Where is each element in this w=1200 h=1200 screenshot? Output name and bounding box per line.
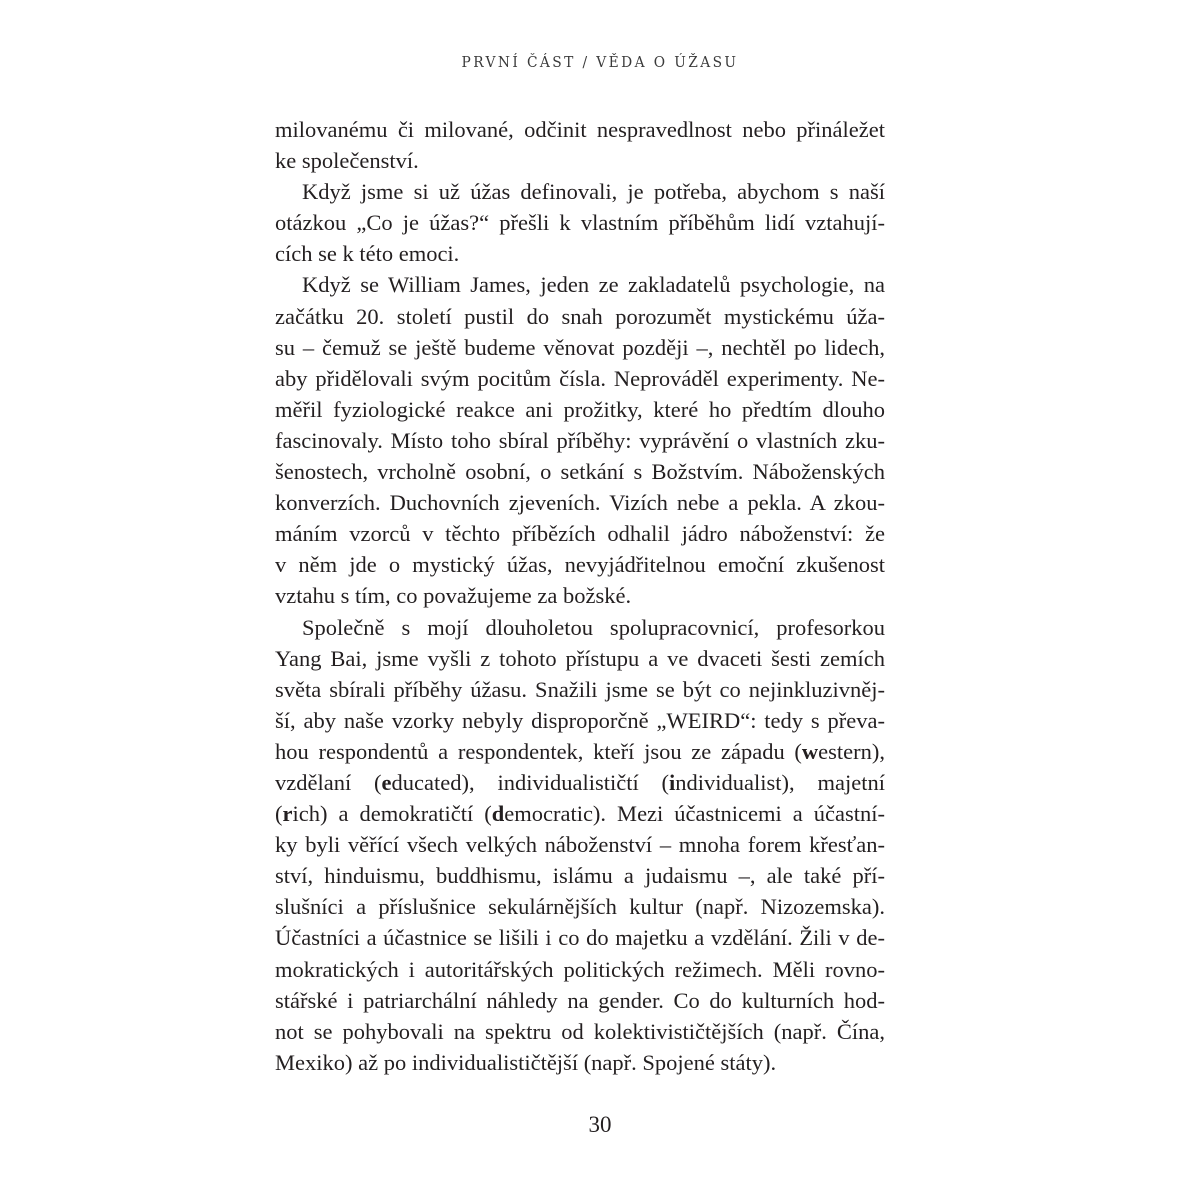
text-line: Účastníci a účastnice se lišili i co do majetku a vzdělání. Žili v de-: [275, 925, 885, 951]
text-segment: hou respondentů a respondentek, kteří jsou ze západu (: [275, 738, 802, 764]
text-line: ke společenství.: [275, 148, 419, 174]
text-segment: emocratic). Mezi účastnicemi a účastní-: [504, 801, 885, 827]
text-line: v něm jde o mystický úžas, nevyjádřitelnou emoční zkušenost: [275, 552, 885, 578]
paragraph: [275, 114, 885, 176]
bold-initial: e: [381, 769, 392, 795]
running-head: PRVNÍ ČÁST / VĚDA O ÚŽASU: [461, 53, 739, 71]
text-line: Když jsme si už úžas definovali, je potřeba, abychom s naší: [302, 179, 885, 205]
text-line: stářské i patriarchální náhledy na gender. Co do kulturních hod-: [275, 987, 885, 1013]
text-line: mokratických i autoritářských politických režimech. Měli rovno-: [275, 956, 885, 982]
text-segment: vzdělaní (: [275, 769, 382, 795]
text-line: ství, hinduismu, buddhismu, islámu a judaismu –, ale také pří-: [275, 863, 885, 889]
text-line: cích se k této emoci.: [275, 241, 460, 267]
text-line: měřil fyziologické reakce ani prožitky, které ho předtím dlouho: [275, 396, 885, 422]
text-line: aby přidělovali svým pocitům čísla. Neprováděl experimenty. Ne-: [275, 365, 885, 391]
text-line: světa sbírali příběhy úžasu. Snažili jsme se být co nejinkluzivněj-: [275, 676, 885, 702]
text-line: konverzích. Duchovních zjeveních. Vizích nebe a pekla. A zkou-: [275, 490, 885, 516]
text-segment: ndividualist), majetní: [675, 769, 885, 795]
text-line: slušníci a příslušnice sekulárnějších kultur (např. Nizozemska).: [275, 894, 885, 920]
text-line: vztahu s tím, co považujeme za božské.: [275, 583, 632, 609]
text-line: milovanému či milované, odčinit nespravedlnost nebo přináležet: [275, 117, 885, 142]
text-segment: estern),: [818, 738, 885, 764]
paragraph: [275, 612, 885, 1078]
text-segment: ducated), individualističtí (: [391, 769, 670, 795]
text-line: otázkou „Co je úžas?“ přešli k vlastním příběhům lidí vztahují-: [275, 210, 885, 236]
bold-initial: d: [491, 801, 505, 827]
text-line: máním vzorců v těchto příbězích odhalil jádro náboženství: že: [275, 521, 885, 547]
text-line: Společně s mojí dlouholetou spolupracovnicí, profesorkou: [302, 614, 885, 640]
text-line: Když se William James, jeden ze zakladatelů psychologie, na: [302, 272, 885, 298]
text-line: su – čemuž se ještě budeme věnovat později –, nechtěl po lidech,: [275, 334, 885, 360]
text-segment: (: [275, 801, 283, 827]
text-line: [275, 798, 885, 829]
text-line: začátku 20. století pustil do snah porozumět mystickému úža-: [275, 303, 885, 329]
bold-initial: r: [282, 801, 293, 827]
text-line: not se pohybovali na spektru od kolektivističtějších (např. Čína,: [275, 1018, 885, 1044]
text-line: ky byli věřící všech velkých náboženství – mnoha forem křesťan-: [275, 832, 885, 858]
text-line: [275, 736, 885, 767]
text-segment: ich) a demokratičtí (: [292, 801, 492, 827]
bold-initial: i: [669, 769, 676, 795]
bold-initial: w: [801, 738, 819, 764]
page-number: 30: [588, 1112, 612, 1137]
text-line: šenostech, vrcholně osobní, o setkání s Božstvím. Náboženských: [275, 459, 885, 485]
paragraph: [275, 176, 885, 269]
text-line: Yang Bai, jsme vyšli z tohoto přístupu a ve dvaceti šesti zemích: [275, 645, 885, 671]
body-text: [275, 114, 885, 1078]
text-line: ší, aby naše vzorky nebyly disproporčně „WEIRD“: tedy s převa-: [275, 707, 885, 733]
paragraph: [275, 269, 885, 611]
text-line: [275, 767, 885, 798]
text-line: fascinovaly. Místo toho sbíral příběhy: vyprávění o vlastních zku-: [275, 427, 885, 453]
text-line: Mexiko) až po individualističtější (např. Spojené státy).: [275, 1049, 777, 1075]
